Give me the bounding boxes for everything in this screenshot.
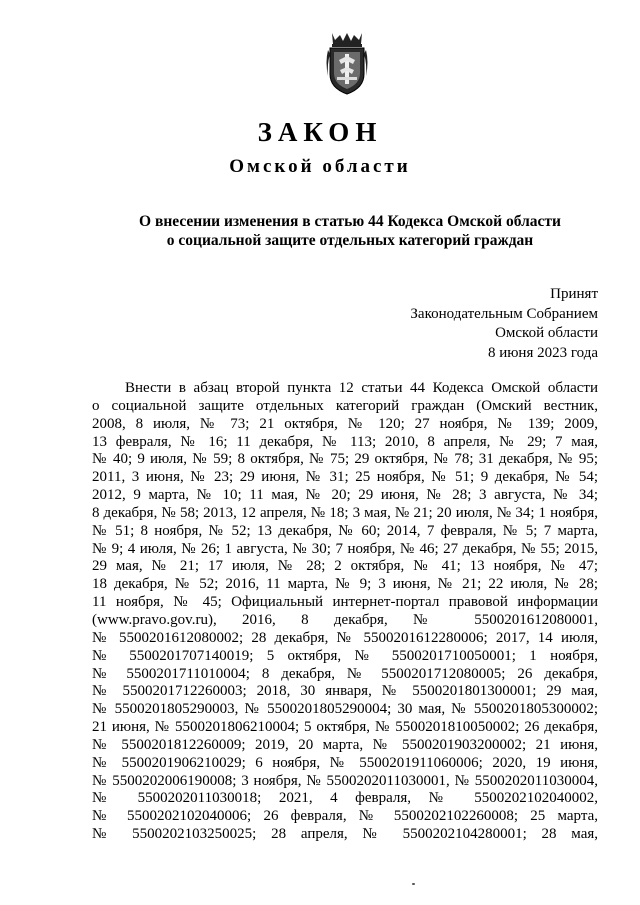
- body-line: № 5500201612080002; 28 декабря, № 5500201612280006; 2017, 14 июля,: [92, 629, 598, 646]
- body-line: 18 декабря, № 52; 2016, 11 марта, № 9; 3 июня, № 21; 22 июля, № 28;: [92, 576, 598, 593]
- body-line: № 5500201711010004; 8 декабря, № 5500201712080005; 26 декабря,: [92, 665, 598, 682]
- body-line: 2012, 9 марта, № 10; 11 мая, № 20; 29 июня, № 28; 3 августа, № 34;: [92, 487, 598, 504]
- body-line: 21 июня, № 5500201806210004; 5 октября, № 5500201810050002; 26 декабря,: [92, 719, 598, 736]
- body-line: 2011, 3 июня, № 23; 29 июня, № 31; 25 ноября, № 51; 9 декабря, № 54;: [92, 469, 598, 486]
- law-heading-line: О внесении изменения в статью 44 Кодекса Омской области: [139, 213, 561, 230]
- adoption-date: 8 июня 2023 года: [487, 344, 598, 361]
- body-line: № 5500202011030018; 2021, 4 февраля, № 5500202102040002,: [92, 790, 598, 807]
- adoption-block: [410, 285, 598, 363]
- body-line: 8 декабря, № 58; 2013, 12 апреля, № 18; 3 мая, № 21; 20 июля, № 34; 1 ноября,: [92, 504, 598, 521]
- body-line: № 5500202103250025; 28 апреля, № 5500202104280001; 28 мая,: [92, 826, 598, 843]
- coat-of-arms-icon: [325, 30, 369, 96]
- body-line: № 5500201712260003; 2018, 30 января, № 5500201801300001; 29 мая,: [92, 683, 598, 700]
- body-line: 13 февраля, № 16; 11 декабря, № 113; 2010, 8 апреля, № 29; 7 мая,: [92, 433, 598, 450]
- body-line: Внести в абзац второй пункта 12 статьи 44 Кодекса Омской области: [125, 380, 598, 396]
- scan-mark: [412, 883, 415, 885]
- law-heading: [60, 212, 640, 250]
- body-line: № 5500201906210029; 6 ноября, № 5500201911060006; 2020, 19 июня,: [92, 754, 598, 771]
- adoption-line: Принят: [550, 286, 598, 302]
- adoption-line: Законодательным Собранием: [410, 305, 598, 322]
- body-line: 29 мая, № 21; 17 июля, № 28; 2 октября, № 41; 13 ноября, № 47;: [92, 558, 598, 575]
- body-paragraph: [92, 380, 598, 844]
- body-line: № 9; 4 июля, № 26; 1 августа, № 30; 7 ноября, № 46; 27 декабря, № 55; 2015,: [92, 540, 598, 557]
- law-heading-line: о социальной защите отдельных категорий граждан: [166, 232, 534, 249]
- law-title: ЗАКОН: [257, 117, 383, 147]
- body-line: № 51; 8 ноября, № 52; 13 декабря, № 60; 2014, 7 февраля, № 5; 7 марта,: [92, 522, 598, 539]
- body-line: № 5500202102040006; 26 февраля, № 5500202102260008; 25 марта,: [92, 808, 598, 825]
- body-line: 2008, 8 июля, № 73; 21 октября, № 120; 27 ноября, № 139; 2009,: [92, 415, 598, 432]
- adoption-line: Омской области: [495, 325, 598, 341]
- law-subtitle: Омской области: [229, 156, 411, 177]
- body-line: № 40; 9 июля, № 59; 8 октября, № 75; 29 октября, № 78; 31 декабря, № 95;: [92, 451, 598, 468]
- body-line: (www.pravo.gov.ru), 2016, 8 декабря, № 5500201612080001,: [92, 611, 598, 628]
- body-line: о социальной защите отдельных категорий граждан (Омский вестник,: [92, 397, 598, 414]
- body-line: 11 ноября, № 45; Официальный интернет-портал правовой информации: [92, 594, 598, 611]
- body-line: № 5500201812260009; 2019, 20 марта, № 5500201903200002; 21 июня,: [92, 736, 598, 753]
- body-line: № 5500201707140019; 5 октября, № 5500201710050001; 1 ноября,: [92, 647, 598, 664]
- body-line: № 5500201805290003, № 5500201805290004; 30 мая, № 5500201805300002;: [92, 701, 598, 718]
- body-line: № 5500202006190008; 3 ноября, № 5500202011030001, № 5500202011030004,: [92, 772, 598, 789]
